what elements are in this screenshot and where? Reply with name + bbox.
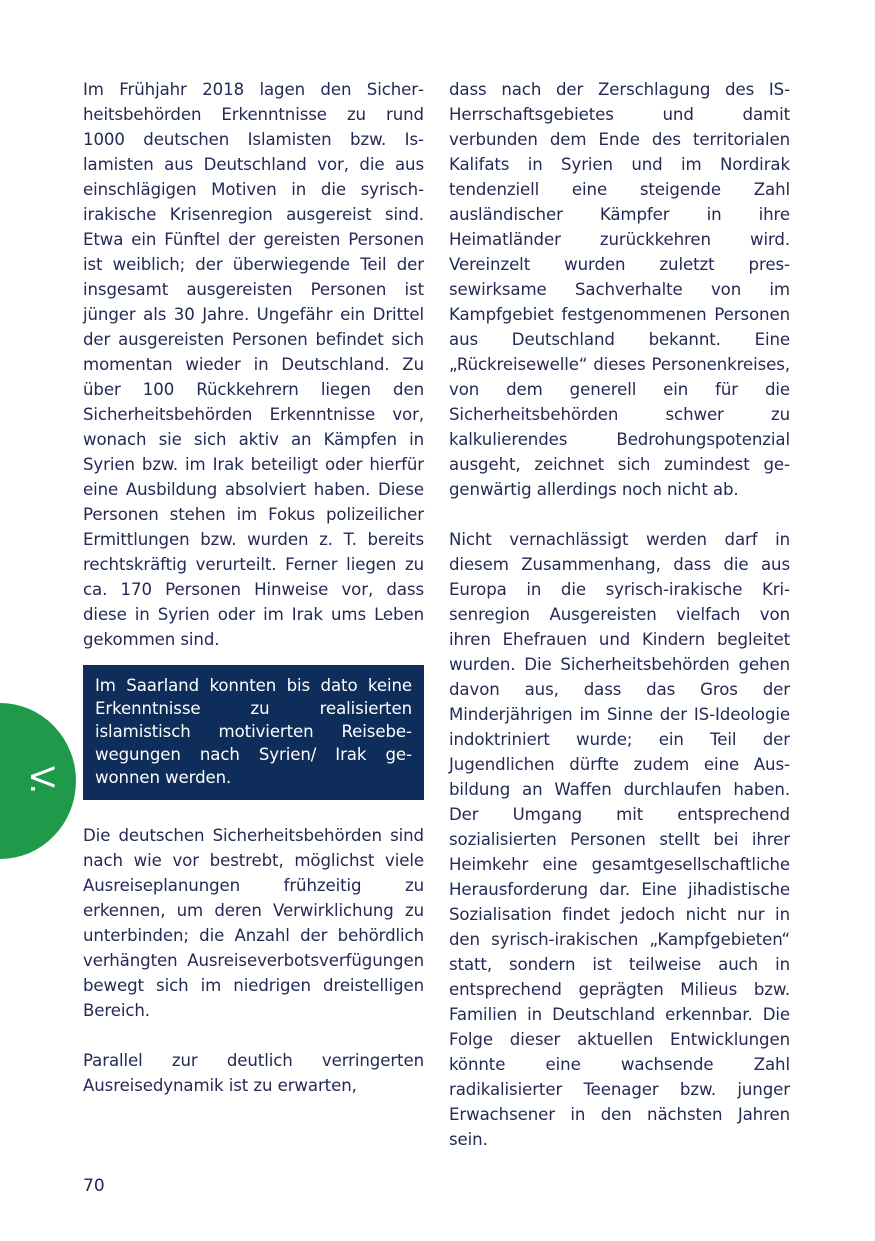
left-paragraph-2: Die deutschen Sicherheitsbehörden sind nach wie vor bestrebt, möglichst viele Ausreiseplanungen frühzeitig zu erkennen, um deren Verwirklichung zu unterbinden; die Anzahl der behördlich verhängten Ausreiseverbotsverfügungen bewegt sich im niedrigen dreistelligen Bereich. — [83, 826, 424, 1020]
info-box-text: Im Saarland konnten bis dato keine Erkenntnisse zu realisierten islamistisch motivierten Reisebewegungen nach Syrien/ Irak gewonnen werden. — [95, 676, 412, 787]
right-paragraph-2: Nicht vernachlässigt werden darf in diesem Zusammenhang, dass die aus Europa in die syrisch-irakische Krisenregion Ausgereisten vielfach von ihren Ehefrauen und Kindern begleitet wurden. Die Sicherheitsbehörden gehen davon aus, dass das Gros der Minderjährigen im Sinne der IS-Ideologie indoktriniert wurde; ein Teil der Jugendlichen dürfte zudem eine Ausbildung an Waffen durchlaufen haben. Der Umgang mit entsprechend sozialisierten Personen stellt bei ihrer Heimkehr eine gesamtgesellschaftliche Herausforderung dar. Eine jihadistische Sozialisation findet jedoch nicht nur in den syrisch-irakischen „Kampfgebieten“ statt, sondern ist teilweise auch in entsprechend geprägten Milieus bzw. Familien in Deutschland erkennbar. Die Folge dieser aktuellen Entwicklungen könnte eine wachsende Zahl radikalisierter Teenager bzw. junger Erwachsener in den nächsten Jahren sein. — [449, 530, 790, 1149]
left-paragraph-1: Im Frühjahr 2018 lagen den Sicherheitsbehörden Erkenntnisse zu rund 1000 deutschen Islamisten bzw. Islamisten aus Deutschland vor, die aus einschlägigen Motiven in die syrisch-irakische Krisenregion ausgereist sind. Etwa ein Fünftel der gereisten Personen ist weiblich; der überwiegende Teil der insgesamt ausgereisten Personen ist jünger als 30 Jahre. Ungefähr ein Drittel der ausgereisten Personen befindet sich momentan wieder in Deutschland. Zu über 100 Rückkehrern liegen den Sicherheitsbehörden Erkenntnisse vor, wonach sie sich aktiv an Kämpfen in Syrien bzw. im Irak beteiligt oder hierfür eine Ausbildung absolviert haben. Diese Personen stehen im Fokus polizeilicher Ermittlungen bzw. wurden z. T. bereits rechtskräftig verurteilt. Ferner liegen zu ca. 170 Personen Hinweise vor, dass diese in Syrien oder im Irak ums Leben gekommen sind. — [83, 80, 424, 649]
left-column — [83, 77, 424, 1098]
page-number: 70 — [83, 1176, 105, 1196]
chapter-label: V. — [23, 766, 61, 794]
left-paragraph-3: Parallel zur deutlich verringerten Ausreisedynamik ist zu erwarten, — [83, 1051, 424, 1095]
saarland-info-box — [83, 665, 424, 800]
right-column — [449, 77, 790, 1152]
right-paragraph-1: dass nach der Zerschlagung des IS-Herrschaftsgebietes und damit verbunden dem Ende des territorialen Kalifats in Syrien und im Nordirak tendenziell eine steigende Zahl ausländischer Kämpfer in ihre Heimatländer zurückkehren wird. Vereinzelt wurden zuletzt pressewirksame Sachverhalte von im Kampfgebiet festgenommenen Personen aus Deutschland bekannt. Eine „Rückreisewelle“ dieses Personenkreises, von dem generell ein für die Sicherheitsbehörden schwer zu kalkulierendes Bedrohungspotenzial ausgeht, zeichnet sich zumindest gegenwärtig allerdings noch nicht ab. — [449, 80, 790, 499]
